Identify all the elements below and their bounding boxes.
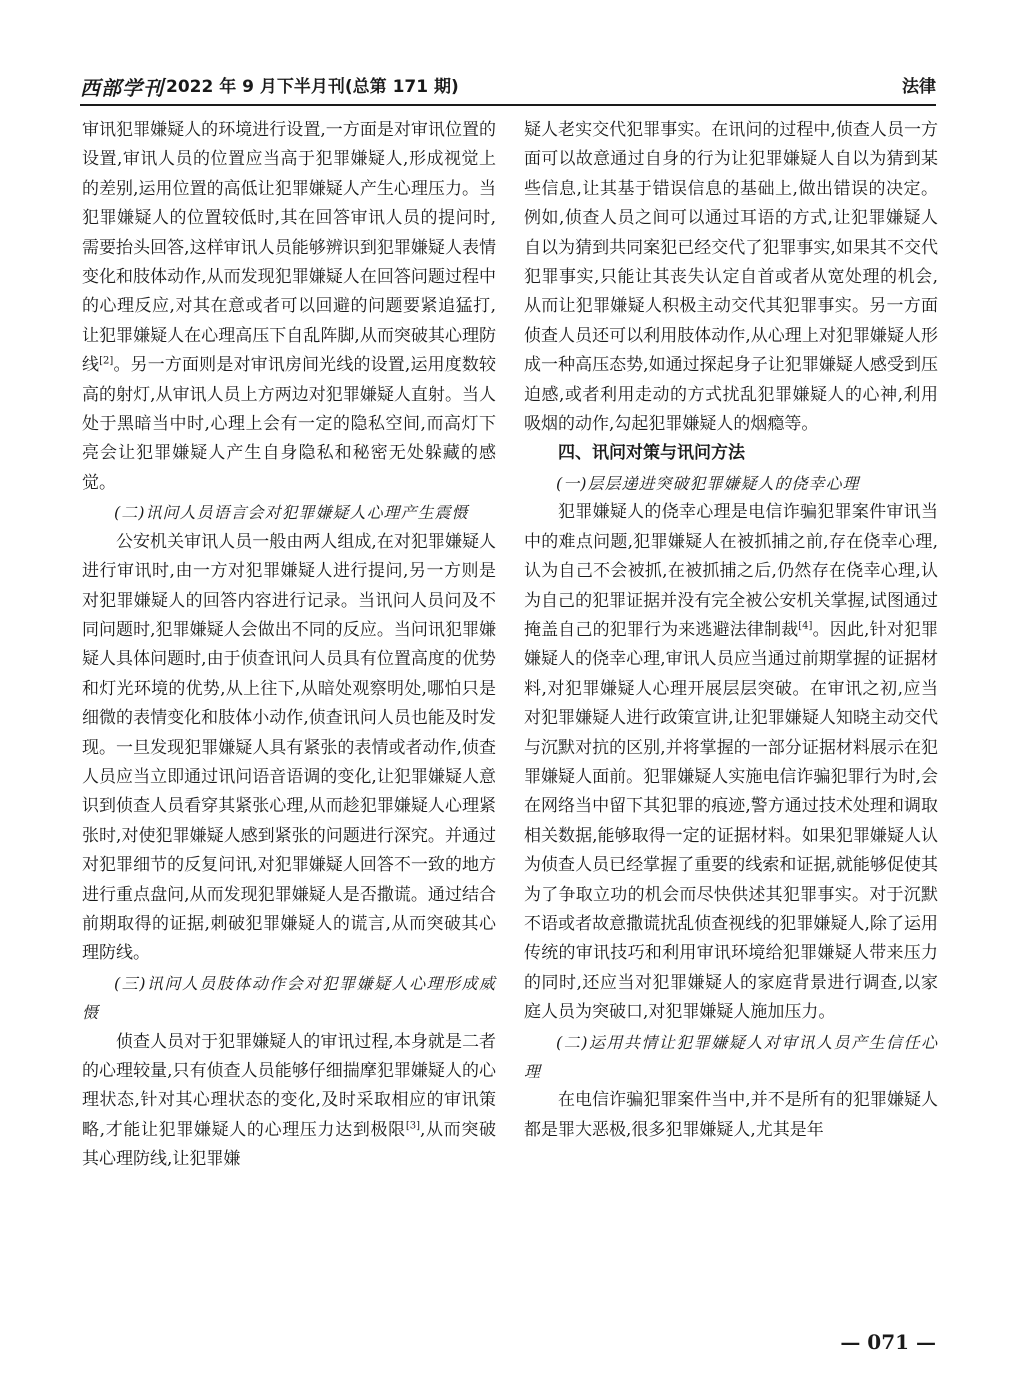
paragraph: 审讯犯罪嫌疑人的环境进行设置,一方面是对审讯位置的设置,审讯人员的位置应当高于犯罪嫌疑人,形成视觉上的差别,运用位置的高低让犯罪嫌疑人产生心理压力。当犯罪嫌疑人的位置较低时,其在回答审讯人员的提问时,需要抬头回答,这样审讯人员能够辨识到犯罪嫌疑人表情变化和肢体动作,从而发现犯罪嫌疑人在回答问题过程中的心理反应,对其在意或者可以回避的问题要紧追猛打,让犯罪嫌疑人在心理高压下自乱阵脚,从而突破其心理防线[2]。另一方面则是对审讯房间光线的设置,运用度数较高的射灯,从审讯人员上方两边对犯罪嫌疑人直射。当人处于黑暗当中时,心理上会有一定的隐私空间,而高灯下亮会让犯罪嫌疑人产生自身隐私和秘密无处躲藏的感觉。 bbox=[82, 120, 497, 493]
header-rule bbox=[80, 104, 936, 106]
page-number: — 071 — bbox=[840, 1330, 936, 1354]
subsection-heading: (二)讯问人员语言会对犯罪嫌疑人心理产生震慑 bbox=[114, 503, 469, 523]
paragraph: 犯罪嫌疑人的侥幸心理是电信诈骗犯罪案件审讯当中的难点问题,犯罪嫌疑人在被抓捕之前,存在侥幸心理,认为自己不会被抓,在被抓捕之后,仍然存在侥幸心理,认为自己的犯罪证据并没有完全被公安机关掌握,试图通过掩盖自己的犯罪行为来逃避法律制裁[4]。因此,针对犯罪嫌疑人的侥幸心理,审讯人员应当通过前期掌握的证据材料,对犯罪嫌疑人心理开展层层突破。在审讯之初,应当对犯罪嫌疑人进行政策宣讲,让犯罪嫌疑人知晓主动交代与沉默对抗的区别,并将掌握的一部分证据材料展示在犯罪嫌疑人面前。犯罪嫌疑人实施电信诈骗犯罪行为时,会在网络当中留下其犯罪的痕迹,警方通过技术处理和调取相关数据,能够取得一定的证据材料。如果犯罪嫌疑人认为侦查人员已经掌握了重要的线索和证据,就能够促使其为了争取立功的机会而尽快供述其犯罪事实。对于沉默不语或者故意撒谎扰乱侦查视线的犯罪嫌疑人,除了运用传统的审讯技巧和利用审讯环境给犯罪嫌疑人带来压力的同时,还应当对犯罪嫌疑人的家庭背景进行调查,以家庭人员为突破口,对犯罪嫌疑人施加压力。 bbox=[524, 502, 938, 1023]
subsection-heading: (一)层层递进突破犯罪嫌疑人的侥幸心理 bbox=[556, 473, 860, 493]
right-column bbox=[524, 116, 938, 1145]
citation: [4] bbox=[798, 620, 813, 632]
issue-info: 2022 年 9 月下半月刊(总第 171 期) bbox=[166, 77, 459, 97]
citation: [2] bbox=[99, 355, 114, 367]
subsection-heading: (三)讯问人员肢体动作会对犯罪嫌疑人心理形成威慑 bbox=[82, 973, 496, 1023]
journal-logo: 西部学刊 bbox=[80, 76, 164, 100]
subsection-heading: (二)运用共情让犯罪嫌疑人对审讯人员产生信任心理 bbox=[524, 1032, 938, 1081]
paragraph: 在电信诈骗犯罪案件当中,并不是所有的犯罪嫌疑人都是罪大恶极,很多犯罪嫌疑人,尤其是年 bbox=[524, 1090, 938, 1140]
paragraph: 公安机关审讯人员一般由两人组成,在对犯罪嫌疑人进行审讯时,由一方对犯罪嫌疑人进行提问,另一方则是对犯罪嫌疑人的回答内容进行记录。当讯问人员问及不同问题时,犯罪嫌疑人会做出不同的反应。当问讯犯罪嫌疑人具体问题时,由于侦查讯问人员具有位置高度的优势和灯光环境的优势,从上往下,从暗处观察明处,哪怕只是细微的表情变化和肢体小动作,侦查讯问人员也能及时发现。一旦发现犯罪嫌疑人具有紧张的表情或者动作,侦查人员应当立即通过讯问语音语调的变化,让犯罪嫌疑人意识到侦查人员看穿其紧张心理,从而趁犯罪嫌疑人心理紧张时,对使犯罪嫌疑人感到紧张的问题进行深究。并通过对犯罪细节的反复问讯,对犯罪嫌疑人回答不一致的地方进行重点盘问,从而发现犯罪嫌疑人是否撒谎。通过结合前期取得的证据,刺破犯罪嫌疑人的谎言,从而突破其心理防线。 bbox=[82, 531, 496, 964]
paragraph: 疑人老实交代犯罪事实。在讯问的过程中,侦查人员一方面可以故意通过自身的行为让犯罪嫌疑人自以为猜到某些信息,让其基于错误信息的基础上,做出错误的决定。例如,侦查人员之间可以通过耳语的方式,让犯罪嫌疑人自以为猜到共同案犯已经交代了犯罪事实,如果其不交代犯罪事实,只能让其丧失认定自首或者从宽处理的机会,从而让犯罪嫌疑人积极主动交代其犯罪事实。另一方面侦查人员还可以利用肢体动作,从心理上对犯罪嫌疑人形成一种高压态势,如通过探起身子让犯罪嫌疑人感受到压迫感,或者利用走动的方式扰乱犯罪嫌疑人的心神,利用吸烟的动作,勾起犯罪嫌疑人的烟瘾等。 bbox=[524, 120, 938, 435]
section-name: 法律 bbox=[902, 77, 936, 97]
paragraph: 侦查人员对于犯罪嫌疑人的审讯过程,本身就是二者的心理较量,只有侦查人员能够仔细揣摩犯罪嫌疑人的心理状态,针对其心理状态的变化,及时采取相应的审讯策略,才能让犯罪嫌疑人的心理压力达到极限[3],从而突破其心理防线,让犯罪嫌 bbox=[82, 1031, 496, 1170]
section-heading: 四、讯问对策与讯问方法 bbox=[558, 443, 745, 464]
page-header bbox=[80, 72, 936, 102]
left-column bbox=[82, 116, 496, 1175]
citation: [3] bbox=[405, 1120, 420, 1132]
